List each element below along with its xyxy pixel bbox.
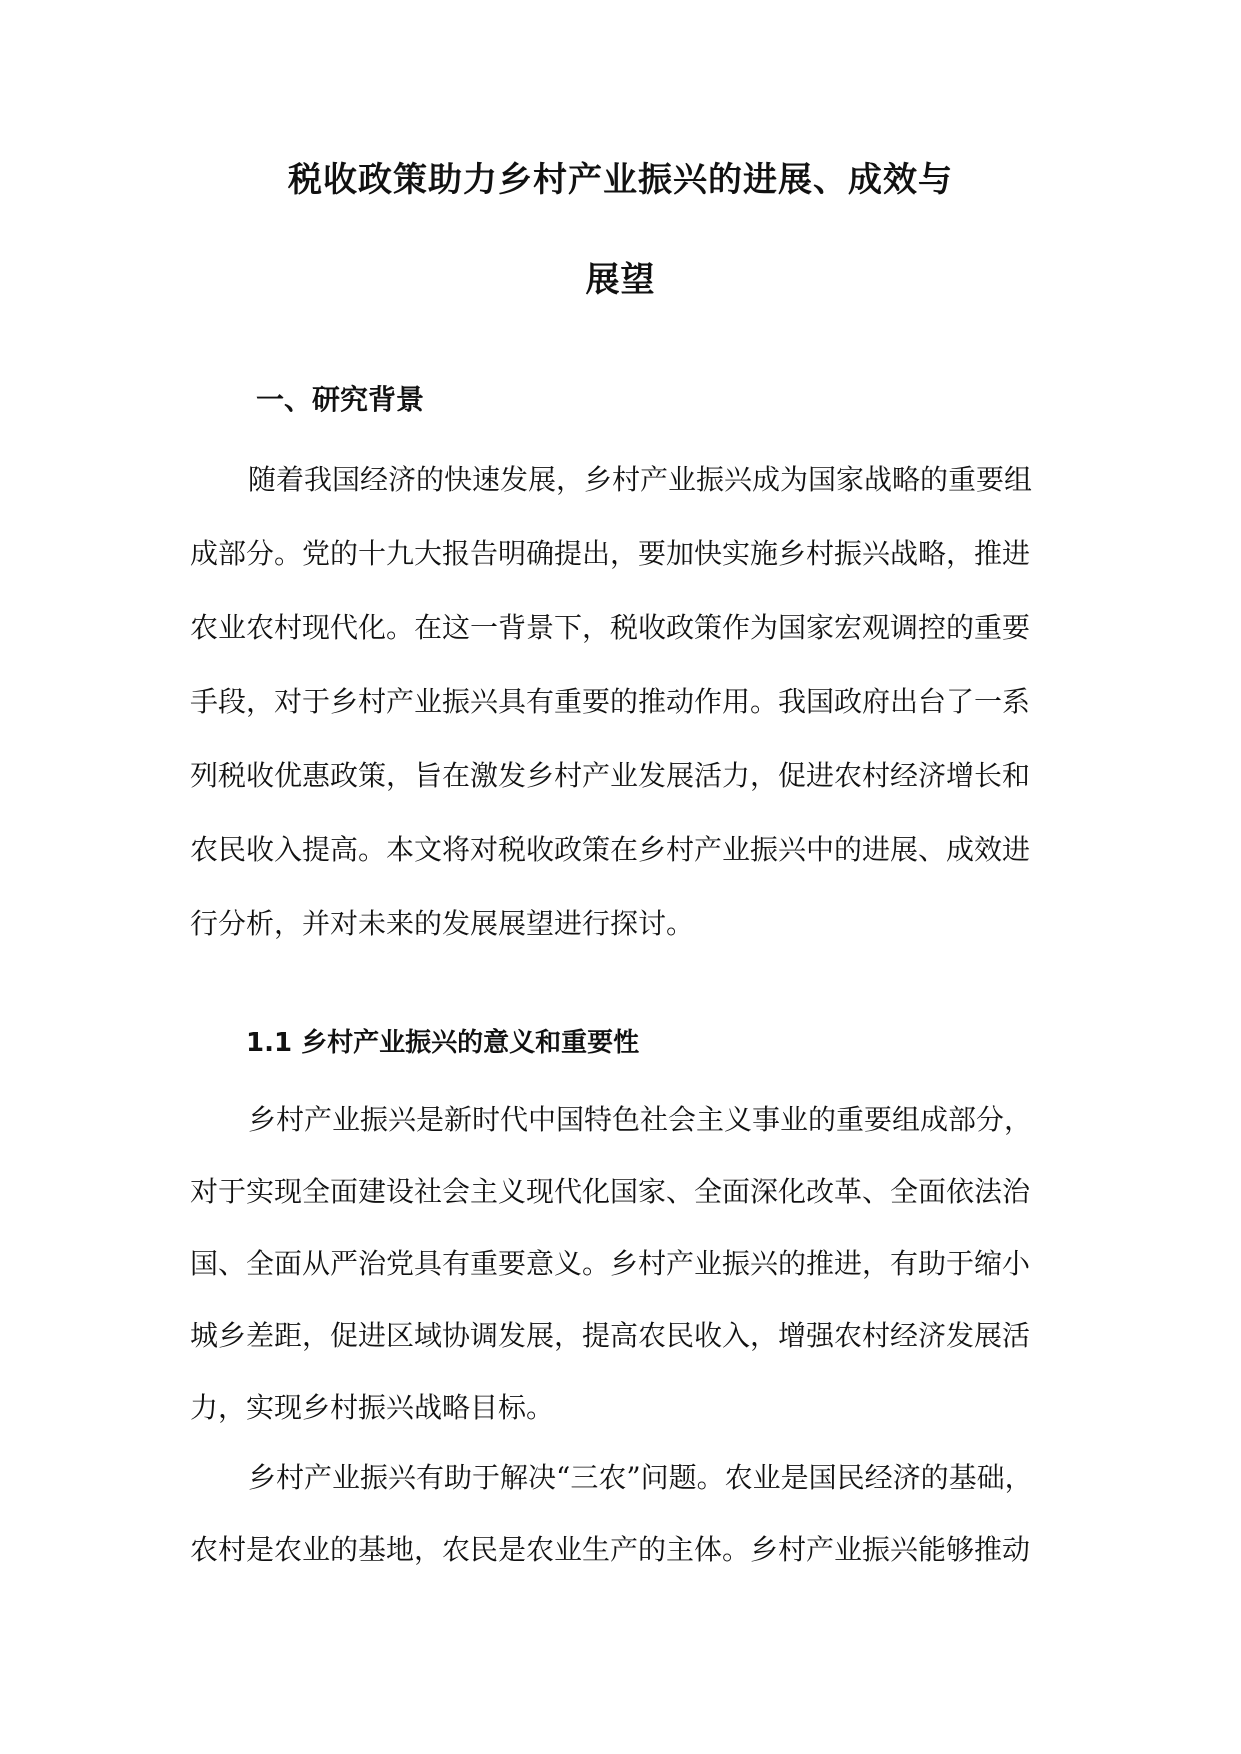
paragraph-line: 列税收优惠政策，旨在激发乡村产业发展活力，促进农村经济增长和 bbox=[190, 759, 1031, 792]
paragraph-line: 随着我国经济的快速发展，乡村产业振兴成为国家战略的重要组 bbox=[248, 463, 1033, 496]
paragraph-line: 手段，对于乡村产业振兴具有重要的推动作用。我国政府出台了一系 bbox=[190, 685, 1031, 718]
paragraph-line: 对于实现全面建设社会主义现代化国家、全面深化改革、全面依法治 bbox=[190, 1175, 1031, 1208]
document-title-line-2: 展望 bbox=[585, 260, 656, 300]
section-heading: 一、研究背景 bbox=[256, 383, 425, 416]
subsection-heading: 1.1 乡村产业振兴的意义和重要性 bbox=[246, 1028, 640, 1058]
paragraph-line: 乡村产业振兴是新时代中国特色社会主义事业的重要组成部分， bbox=[248, 1103, 1033, 1136]
paragraph-line: 城乡差距，促进区域协调发展，提高农民收入，增强农村经济发展活 bbox=[190, 1319, 1031, 1352]
paragraph-line: 农民收入提高。本文将对税收政策在乡村产业振兴中的进展、成效进 bbox=[190, 833, 1031, 866]
paragraph-line: 农村是农业的基地，农民是农业生产的主体。乡村产业振兴能够推动 bbox=[190, 1533, 1031, 1566]
paragraph-line: 乡村产业振兴有助于解决“三农”问题。农业是国民经济的基础， bbox=[248, 1461, 1033, 1494]
paragraph-line: 农业农村现代化。在这一背景下，税收政策作为国家宏观调控的重要 bbox=[190, 611, 1031, 644]
paragraph-line: 力，实现乡村振兴战略目标。 bbox=[190, 1391, 555, 1424]
document-title-line-1: 税收政策助力乡村产业振兴的进展、成效与 bbox=[288, 160, 953, 200]
paragraph-line: 成部分。党的十九大报告明确提出，要加快实施乡村振兴战略，推进 bbox=[190, 537, 1031, 570]
paragraph-line: 国、全面从严治党具有重要意义。乡村产业振兴的推进，有助于缩小 bbox=[190, 1247, 1031, 1280]
paragraph-line: 行分析，并对未来的发展展望进行探讨。 bbox=[190, 907, 695, 940]
